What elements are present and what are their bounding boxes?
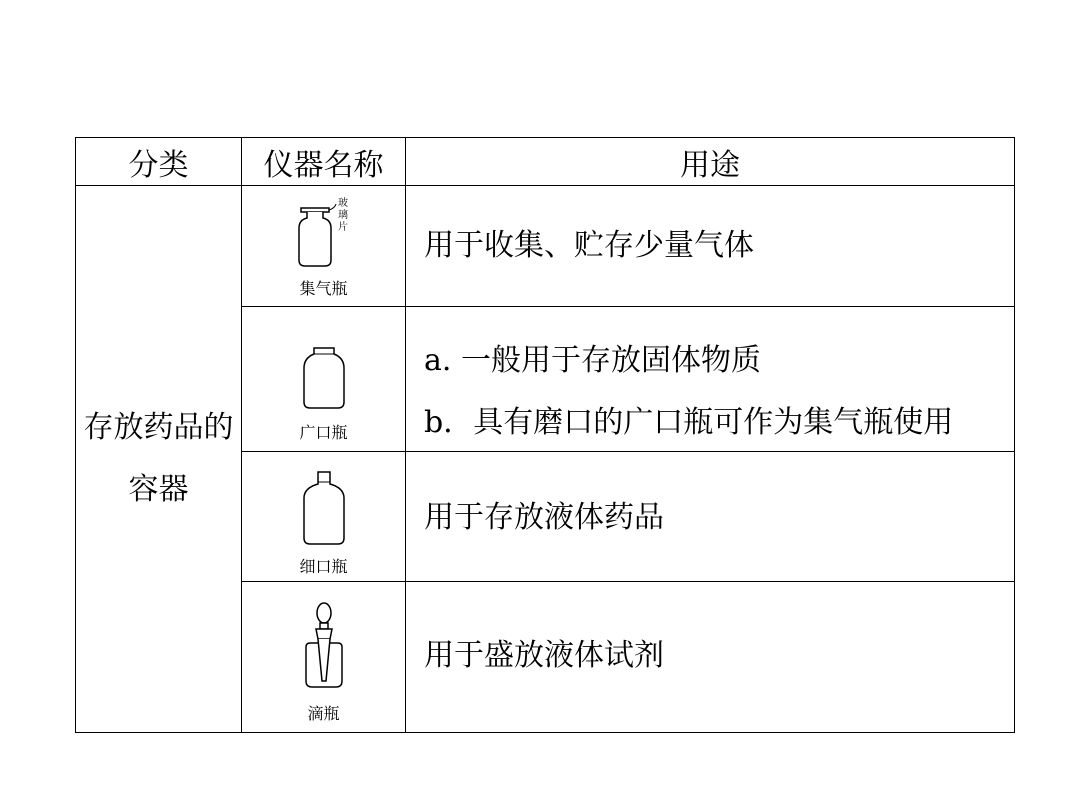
apparatus-cell xyxy=(242,186,406,307)
glass-label-1: 玻 xyxy=(337,197,348,209)
apparatus-table xyxy=(75,137,1015,733)
use-text: 用于收集、贮存少量气体 xyxy=(424,228,754,263)
glass-label-2: 璃 xyxy=(337,209,348,221)
narrow-mouth-bottle-icon xyxy=(294,462,354,552)
category-line2: 容器 xyxy=(128,472,189,507)
use-text: 用于盛放液体试剂 xyxy=(424,638,664,673)
use-cell xyxy=(406,307,1015,452)
apparatus-label: 广口瓶 xyxy=(299,422,348,442)
apparatus-cell xyxy=(242,582,406,733)
apparatus-label: 细口瓶 xyxy=(299,557,348,576)
use-text-b: b．具有磨口的广口瓶可作为集气瓶使用 xyxy=(424,405,954,440)
use-text: 用于存放液体药品 xyxy=(424,500,664,535)
use-cell xyxy=(406,186,1015,307)
category-cell xyxy=(76,186,242,733)
wide-mouth-bottle-icon xyxy=(294,338,354,418)
dropper-bottle-icon xyxy=(294,599,354,699)
header-row xyxy=(76,138,1015,186)
use-cell xyxy=(406,452,1015,582)
apparatus-cell xyxy=(242,452,406,582)
apparatus-label: 滴瓶 xyxy=(307,703,340,723)
apparatus-cell xyxy=(242,307,406,452)
table-row xyxy=(76,186,1015,307)
header-category: 分类 xyxy=(76,138,242,186)
header-apparatus-name: 仪器名称 xyxy=(242,138,406,186)
use-cell xyxy=(406,582,1015,733)
glass-label-3: 片 xyxy=(337,221,348,233)
header-use: 用途 xyxy=(406,138,1015,186)
gas-jar-icon xyxy=(289,194,359,274)
use-text-a: a. 一般用于存放固体物质 xyxy=(424,343,761,378)
category-line1: 存放药品的 xyxy=(83,410,234,445)
apparatus-label: 集气瓶 xyxy=(299,278,348,298)
